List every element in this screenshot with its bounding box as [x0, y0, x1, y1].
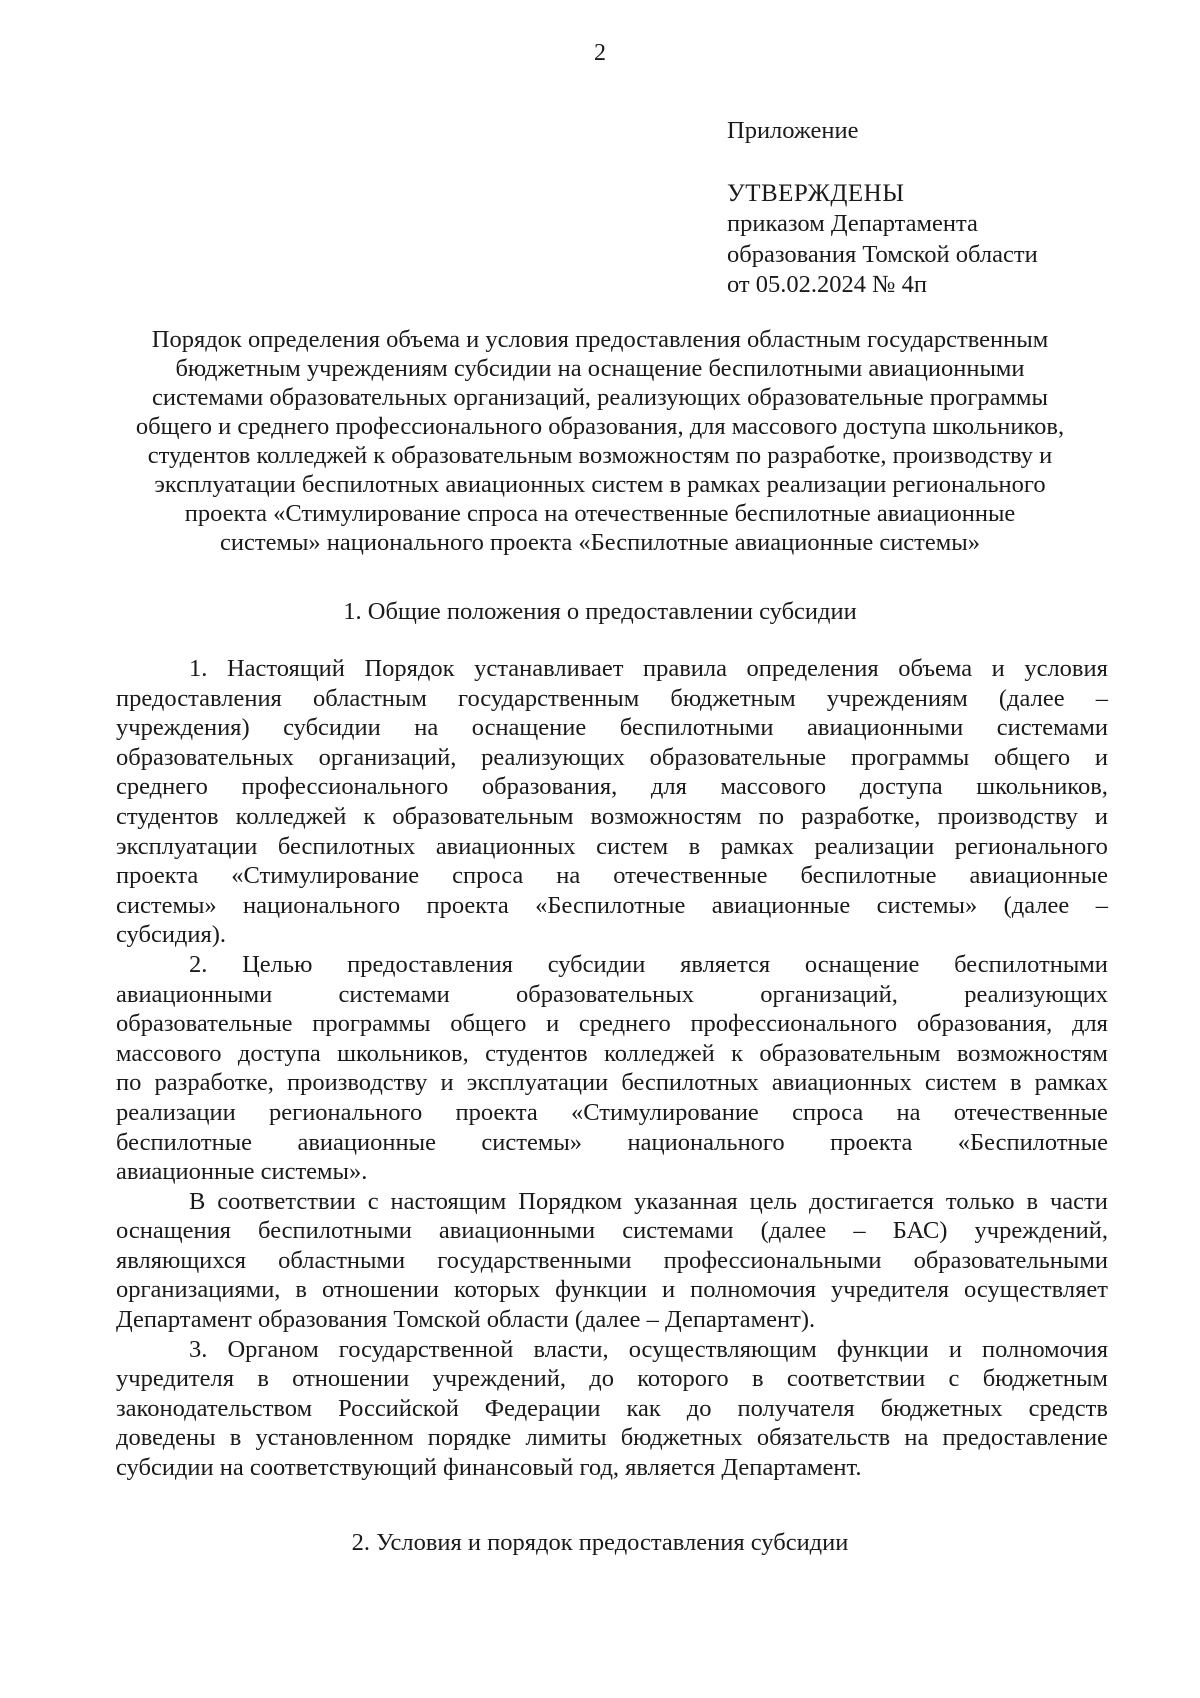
body-line: 3. Органом государственной власти, осуществляющим функции и полномочия — [189, 1335, 1108, 1363]
body-line: студентов колледжей к образовательным возможностям по разработке, производству и — [116, 802, 1108, 830]
body-line: реализации регионального проекта «Стимулирование спроса на отечественные — [116, 1098, 1108, 1126]
body-line: среднего профессионального образования, для массового доступа школьников, — [116, 773, 1108, 801]
approved-label: УТВЕРЖДЕНЫ — [727, 179, 905, 207]
document-title — [100, 325, 1100, 557]
title-line: общего и среднего профессионального образования, для массового доступа школьников, — [135, 413, 1065, 440]
approval-date-line: от 05.02.2024 № 4п — [727, 271, 927, 298]
section-2-heading: 2. Условия и порядок предоставления субсидии — [351, 1529, 849, 1556]
title-line: студентов колледжей к образовательным возможностям по разработке, производству и — [147, 442, 1053, 469]
body-line: учреждения) субсидии на оснащение беспилотными авиационными системами — [116, 714, 1108, 742]
body-line: по разработке, производству и эксплуатации беспилотных авиационных систем в рамках — [116, 1069, 1108, 1097]
body-line: доведены в установленном порядке лимиты бюджетных обязательств на предоставление — [116, 1424, 1108, 1452]
section-1-heading: 1. Общие положения о предоставлении субсидии — [343, 598, 857, 625]
body-line: организациями, в отношении которых функции и полномочия учредителя осуществляет — [116, 1276, 1108, 1304]
title-line: системами образовательных организаций, реализующих образовательные программы — [151, 384, 1049, 411]
body-line: В соответствии с настоящим Порядком указанная цель достигается только в части — [189, 1187, 1108, 1215]
body-line: являющихся областными государственными профессиональными образовательными — [116, 1246, 1108, 1274]
body-line: 2. Целью предоставления субсидии является оснащение беспилотными — [189, 950, 1108, 978]
title-line: проекта «Стимулирование спроса на отечественные беспилотные авиационные — [184, 500, 1016, 527]
body-line: учредителя в отношении учреждений, до которого в соответствии с бюджетным — [116, 1365, 1108, 1393]
body-line: образовательных организаций, реализующих образовательные программы общего и — [116, 743, 1108, 771]
appendix-label: Приложение — [727, 117, 859, 144]
body-line: законодательством Российской Федерации как до получателя бюджетных средств — [116, 1394, 1108, 1422]
approval-order-line: приказом Департамента — [727, 210, 978, 237]
page-number: 2 — [594, 40, 606, 66]
body-line: оснащения беспилотными авиационными системами (далее – БАС) учреждений, — [116, 1217, 1108, 1245]
body-line: системы» национального проекта «Беспилотные авиационные системы» (далее – — [116, 891, 1108, 919]
body-line: массового доступа школьников, студентов колледжей к образовательным возможностям — [116, 1039, 1108, 1067]
body-line: проекта «Стимулирование спроса на отечественные беспилотные авиационные — [116, 862, 1108, 890]
approval-department-line: образования Томской области — [727, 240, 1038, 268]
body-line: предоставления областным государственным бюджетным учреждениям (далее – — [116, 684, 1108, 712]
title-line: эксплуатации беспилотных авиационных систем в рамках реализации регионального — [154, 471, 1046, 498]
body-line: беспилотные авиационные системы» национального проекта «Беспилотные — [116, 1128, 1108, 1156]
body-line: эксплуатации беспилотных авиационных систем в рамках реализации регионального — [116, 832, 1108, 860]
body-line: субсидии на соответствующий финансовый год, является Департамент. — [116, 1454, 862, 1482]
body-line: 1. Настоящий Порядок устанавливает правила определения объема и условия — [189, 655, 1108, 682]
body-line: авиационными системами образовательных организаций, реализующих — [116, 980, 1108, 1008]
body-line: субсидия). — [116, 921, 227, 949]
title-line: бюджетным учреждениям субсидии на оснащение беспилотными авиационными — [175, 355, 1025, 382]
approval-block — [727, 116, 1038, 301]
title-line: Порядок определения объема и условия предоставления областным государственным — [151, 326, 1049, 353]
document-body — [116, 654, 1108, 1483]
body-line: Департамент образования Томской области (далее – Департамент). — [116, 1306, 816, 1334]
body-line: авиационные системы». — [116, 1158, 368, 1186]
title-line: системы» национального проекта «Беспилотные авиационные системы» — [220, 529, 980, 556]
body-line: образовательные программы общего и среднего профессионального образования, для — [116, 1010, 1108, 1038]
